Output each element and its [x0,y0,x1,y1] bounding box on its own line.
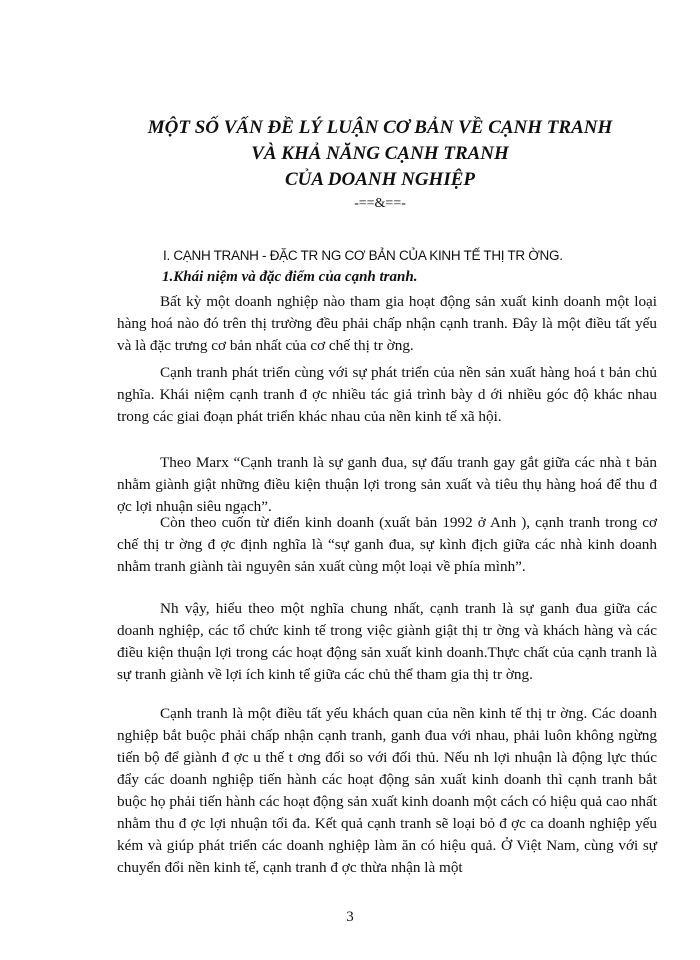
paragraph-text: Cạnh tranh là một điều tất yếu khách quan của nền kinh tế thị tr ờng. Các doanh nghiệp bắt buộc phải chấp nhận cạnh tranh, ganh đua với nhau, phải luôn không ngừng tiến bộ để giành đ ợc u thế t ơng đối so với đối thủ. Nếu nh lợi nhuận là động lực thúc đẩy các doanh nghiệp tiến hành các hoạt động sản xuất kinh doanh thì cạnh tranh bắt buộc họ phải tiến hành các hoạt động sản xuất kinh doanh một cách có hiệu quả cao nhất nhằm thu đ ợc lợi nhuận tối đa. Kết quả cạnh tranh sẽ loại bỏ đ ợc ca doanh nghiệp yếu kém và giúp phát triển các doanh nghiệp làm ăn có hiệu quả. Ở Việt Nam, cùng với sự chuyển đổi nền kinh tế, cạnh tranh đ ợc thừa nhận là một [117,705,657,876]
section-heading: I. CẠNH TRANH - ĐẶC TR NG CƠ BẢN CỦA KINH TẾ THỊ TR ỜNG. [163,248,563,263]
paragraph [117,703,657,879]
paragraph [117,598,657,686]
title-separator: -==&==- [354,196,406,211]
paragraph [117,512,657,578]
title-line-3: CỦA DOANH NGHIỆP [284,169,476,190]
paragraph [117,362,657,428]
subsection-heading: 1.Khái niệm và đặc điểm của cạnh tranh. [162,269,418,285]
paragraph-text: Theo Marx “Cạnh tranh là sự ganh đua, sự đấu tranh gay gắt giữa các nhà t bản nhằm giành giật những điều kiện thuận lợi trong sản xuất và tiêu thụ hàng hoá để thu đ ợc lợi nhuận siêu ngạch”. [117,454,657,515]
page-number: 3 [346,909,354,925]
paragraph [117,452,657,518]
paragraph-text: Cạnh tranh phát triển cùng với sự phát triển của nền sản xuất hàng hoá t bản chủ nghĩa. Khái niệm cạnh tranh đ ợc nhiều tác giả trình bày d ới nhiều góc độ khác nhau trong các giai đoạn phát triển khác nhau của nền kinh tế xã hội. [117,364,657,425]
paragraph-text: Nh vậy, hiểu theo một nghĩa chung nhất, cạnh tranh là sự ganh đua giữa các doanh nghiệp, các tổ chức kinh tế trong việc giành giật thị tr ờng và khách hàng và các điều kiện thuận lợi trong các hoạt động sản xuất kinh doanh.Thực chất của cạnh tranh là sự tranh giành về lợi ích kinh tế giữa các chủ thể tham gia thị tr ờng. [117,600,657,683]
paragraph-text: Còn theo cuốn từ điển kinh doanh (xuất bản 1992 ở Anh ), cạnh tranh trong cơ chế thị tr ờng đ ợc định nghĩa là “sự ganh đua, sự kình địch giữa các nhà kinh doanh nhằm tranh giành tài nguyên sản xuất cùng một loại về phía mình”. [117,514,657,575]
title-line-1: MỘT SỐ VẤN ĐỀ LÝ LUẬN CƠ BẢN VỀ CẠNH TRANH [147,117,613,138]
paragraph-text: Bất kỳ một doanh nghiệp nào tham gia hoạt động sản xuất kinh doanh một loại hàng hoá nào đó trên thị trường đều phải chấp nhận cạnh tranh. Đây là một điều tất yếu và là đặc trưng cơ bản nhất của cơ chế thị tr ờng. [117,293,657,354]
title-line-2: VÀ KHẢ NĂNG CẠNH TRANH [251,143,509,164]
paragraph [117,291,657,357]
